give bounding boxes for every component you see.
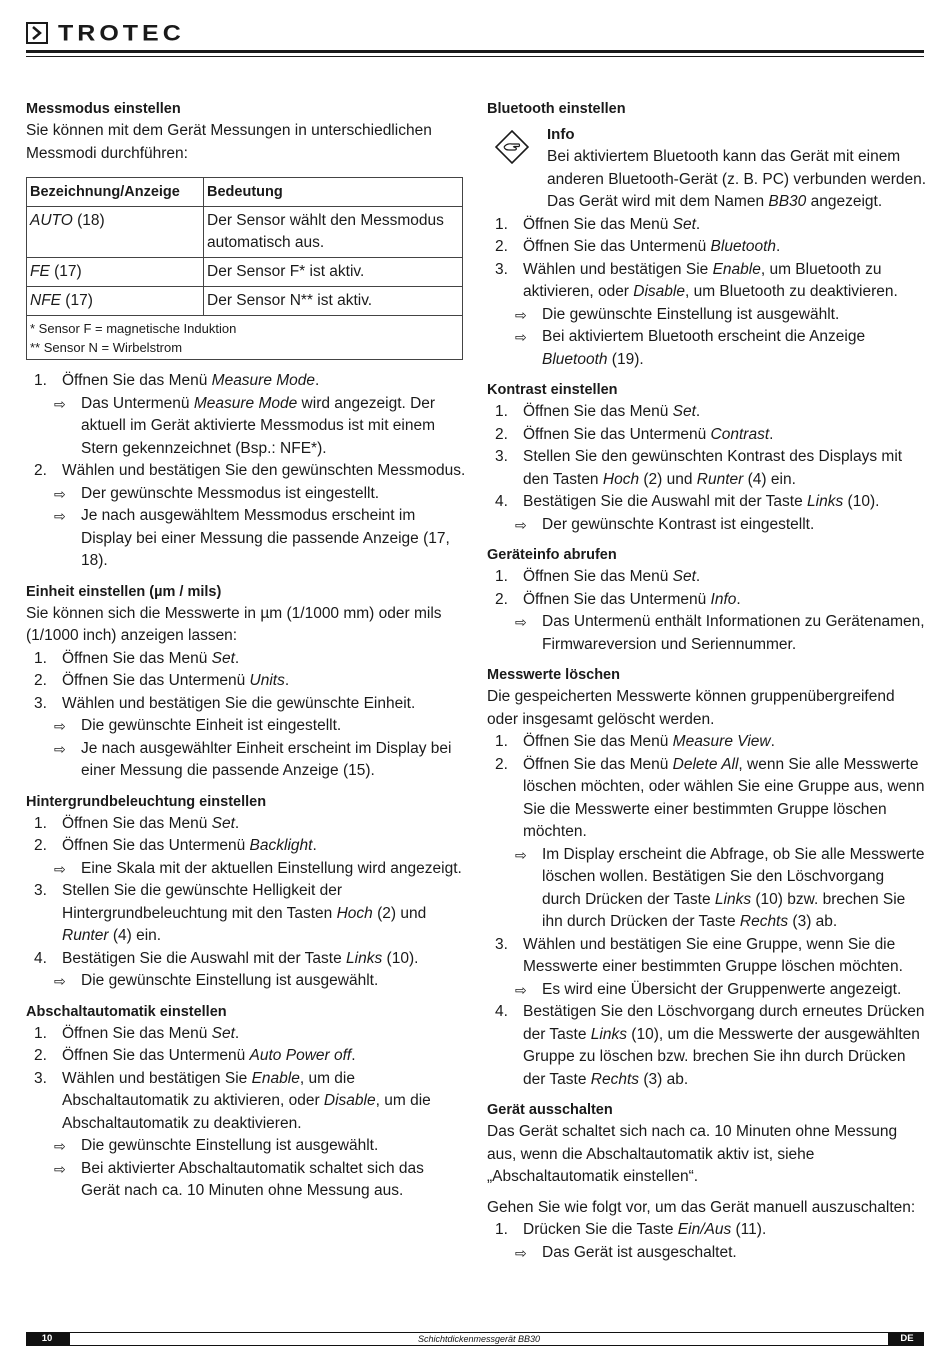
result-arrow-icon: ⇨ (54, 395, 66, 412)
right-column (487, 98, 927, 1272)
step-list (26, 813, 466, 993)
language-code: DE (900, 1333, 914, 1344)
table-cell: Der Sensor wählt den Messmodus automatisch aus. (204, 207, 463, 258)
step-item: 1. Öffnen Sie das Menü Set. (495, 215, 701, 233)
step-item: 3. Stellen Sie den gewünschten Kontrast des Displays mit den Tasten Hoch (2) und Runter (4) ein. (495, 448, 903, 488)
info-title: Info (547, 126, 575, 143)
step-item: 2. Öffnen Sie das Untermenü Bluetooth. (495, 238, 781, 255)
section-messmodus (26, 98, 466, 573)
step-item: 1. Öffnen Sie das Menü Measure Mode. (34, 372, 320, 389)
result-arrow-icon: ⇨ (54, 860, 66, 877)
brand-name: TROTEC (58, 19, 185, 46)
result-item: ⇨ Die gewünschte Einstellung ist ausgewählt. (26, 1135, 466, 1158)
section-title: Messmodus einstellen (26, 101, 181, 117)
section-einheit (26, 581, 466, 783)
section-title: Abschaltautomatik einstellen (26, 1003, 227, 1020)
step-item: 1. Öffnen Sie das Menü Set. (34, 1024, 240, 1042)
step-list (487, 214, 927, 372)
result-arrow-icon: ⇨ (54, 485, 66, 502)
table-cell: Der Sensor F* ist aktiv. (204, 258, 463, 287)
page-header (26, 20, 924, 60)
section-messwerte-loeschen (487, 664, 927, 1091)
result-arrow-icon: ⇨ (54, 740, 66, 757)
result-arrow-icon: ⇨ (54, 508, 66, 524)
result-arrow-icon: ⇨ (515, 846, 527, 863)
step-item: 3. Wählen und bestätigen Sie eine Gruppe, wenn Sie die Messwerte einer bestimmten Gruppe löschen möchten. (495, 935, 903, 975)
table-cell: FE (17) (27, 258, 204, 287)
logo-chevron-icon (26, 22, 48, 44)
step-item: 2. Öffnen Sie das Untermenü Info. (495, 590, 741, 608)
result-arrow-icon: ⇨ (54, 1138, 66, 1154)
step-item: 2. Öffnen Sie das Untermenü Contrast. (495, 425, 774, 443)
step-list (487, 401, 927, 536)
table-header-row (27, 178, 463, 207)
step-item: 1. Öffnen Sie das Menü Measure View. (495, 733, 775, 750)
step-list (487, 1219, 927, 1264)
result-arrow-icon: ⇨ (515, 1244, 527, 1261)
step-item: 2. Öffnen Sie das Untermenü Units. (34, 672, 290, 689)
section-geraeteinfo (487, 544, 927, 656)
table-header: Bezeichnung/Anzeige (27, 178, 204, 207)
section-title: Gerät ausschalten (487, 1102, 613, 1118)
result-item: ⇨ Die gewünschte Einheit ist eingestellt. (26, 715, 466, 738)
header-rule-thin (26, 56, 924, 57)
result-item: ⇨ Die gewünschte Einstellung ist ausgewählt. (487, 304, 927, 327)
section-text: Gehen Sie wie folgt vor, um das Gerät manuell auszuschalten: (487, 1198, 916, 1216)
result-item: ⇨ Je nach ausgewählter Einheit erscheint im Display bei einer Messung die passende Anzeige (15). (54, 739, 452, 779)
result-item: ⇨ Je nach ausgewähltem Messmodus erscheint im Display bei einer Messung die passende Anzeige (17, 18). (54, 507, 450, 569)
step-item: 3. Stellen Sie die gewünschte Helligkeit der Hintergrundbeleuchtung mit den Tasten Hoch (2) und Runter (4) ein. (34, 882, 427, 944)
result-arrow-icon: ⇨ (54, 973, 66, 989)
section-title: Kontrast einstellen (487, 382, 618, 398)
result-item: ⇨ Der gewünschte Kontrast ist eingestellt. (487, 514, 927, 537)
result-item: ⇨ Die gewünschte Einstellung ist ausgewählt. (26, 970, 466, 993)
result-arrow-icon: ⇨ (515, 981, 527, 998)
section-intro: Sie können mit dem Gerät Messungen in unterschiedlichen Messmodi durchführen: (26, 122, 432, 162)
mode-table (26, 177, 463, 360)
result-arrow-icon: ⇨ (515, 329, 527, 345)
document-title: Schichtdickenmessgerät BB30 (70, 1333, 888, 1345)
step-item: 1. Öffnen Sie das Menü Set. (34, 649, 240, 667)
trotec-logo (26, 20, 185, 46)
step-item: 1. Öffnen Sie das Menü Set. (34, 814, 240, 832)
step-list (26, 648, 466, 783)
left-column (26, 98, 466, 1211)
table-cell: AUTO (18) (27, 207, 204, 258)
step-item: 4. Bestätigen Sie den Löschvorgang durch erneutes Drücken der Taste Links (10), um die Messwerte der ausgewählten Gruppe zu löschen bzw. brechen Sie ihn durch Drücken der Taste Rechts (3) ab. (495, 1003, 925, 1088)
table-row (27, 258, 463, 287)
step-list (487, 731, 927, 1091)
result-arrow-icon: ⇨ (515, 516, 527, 533)
result-item: ⇨ Das Untermenü enthält Informationen zu Gerätenamen, Firmwareversion und Seriennummer. (515, 613, 925, 653)
table-header: Bedeutung (204, 178, 463, 207)
page-number: 10 (41, 1333, 53, 1344)
step-item: 2. Öffnen Sie das Menü Delete All, wenn Sie alle Messwerte löschen möchten, oder wählen Sie eine Gruppe aus, wenn Sie die Messwerte einer bestimmten Gruppe löschen möchten. (495, 755, 925, 840)
step-list (26, 1023, 466, 1203)
step-list (26, 370, 466, 573)
step-list (487, 566, 927, 656)
result-item: ⇨ Es wird eine Übersicht der Gruppenwerte angezeigt. (487, 979, 927, 1002)
result-item: ⇨ Das Untermenü Measure Mode wird angezeigt. Der aktuell im Gerät aktivierte Messmodus ist mit einem Stern gekennzeichnet (Bsp.: NFE*). (54, 394, 436, 457)
info-text: Bei aktiviertem Bluetooth kann das Gerät mit einem anderen Bluetooth-Gerät (z. B. PC) verbunden werden. Das Gerät wird mit dem Namen BB30 angezeigt. (547, 148, 927, 210)
table-row (27, 287, 463, 316)
section-intro: Die gespeicherten Messwerte können gruppenübergreifend oder insgesamt gelöscht werden. (487, 688, 895, 728)
result-item: ⇨ Bei aktiviertem Bluetooth erscheint die Anzeige Bluetooth (19). (515, 328, 866, 368)
step-item: 4. Bestätigen Sie die Auswahl mit der Taste Links (10). (34, 949, 419, 967)
result-arrow-icon: ⇨ (54, 1160, 66, 1177)
section-abschaltautomatik (26, 1001, 466, 1203)
step-item: 3. Wählen und bestätigen Sie Enable, um die Abschaltautomatik zu aktivieren, oder Disable, um die Abschaltautomatik zu deaktivieren. (34, 1069, 431, 1132)
page-footer (26, 1332, 924, 1346)
table-cell: NFE (17) (27, 287, 204, 316)
step-item: 4. Bestätigen Sie die Auswahl mit der Taste Links (10). (495, 493, 880, 510)
step-item: 3. Wählen und bestätigen Sie Enable, um Bluetooth zu aktivieren, oder Disable, um Bluetooth zu deaktivieren. (495, 260, 898, 300)
section-intro: Sie können sich die Messwerte in µm (1/1000 mm) oder mils (1/1000 inch) anzeigen lassen: (26, 604, 442, 644)
table-cell: Der Sensor N** ist aktiv. (204, 287, 463, 316)
section-geraet-ausschalten (487, 1099, 927, 1264)
table-row (27, 207, 463, 258)
header-rule (26, 50, 924, 53)
step-item: 3. Wählen und bestätigen Sie die gewünschte Einheit. (34, 694, 416, 712)
step-item: 2. Wählen und bestätigen Sie den gewünschten Messmodus. (34, 462, 466, 479)
table-note: * Sensor F = magnetische Induktion ** Sensor N = Wirbelstrom (27, 316, 463, 360)
section-title: Geräteinfo abrufen (487, 547, 617, 563)
step-item: 1. Öffnen Sie das Menü Set. (495, 403, 701, 420)
step-item: 2. Öffnen Sie das Untermenü Backlight. (34, 837, 317, 854)
step-item: 2. Öffnen Sie das Untermenü Auto Power off. (34, 1047, 356, 1064)
section-text: Das Gerät schaltet sich nach ca. 10 Minuten ohne Messung aus, wenn die Abschaltautomatik aktiv ist, siehe „Abschaltautomatik einstellen“. (487, 1123, 898, 1185)
result-item: ⇨ Bei aktivierter Abschaltautomatik schaltet sich das Gerät nach ca. 10 Minuten ohne Messung aus. (54, 1159, 424, 1199)
section-kontrast (487, 379, 927, 536)
section-hintergrundbeleuchtung (26, 791, 466, 993)
result-arrow-icon: ⇨ (515, 306, 527, 323)
section-title: Messwerte löschen (487, 667, 620, 683)
info-hand-icon (495, 130, 529, 164)
step-item: 1. Drücken Sie die Taste Ein/Aus (11). (495, 1221, 767, 1238)
result-arrow-icon: ⇨ (54, 718, 66, 734)
result-item: ⇨ Der gewünschte Messmodus ist eingestellt. (26, 483, 466, 506)
result-arrow-icon: ⇨ (515, 614, 527, 630)
section-title: Bluetooth einstellen (487, 101, 626, 117)
info-box (487, 124, 927, 214)
result-item: ⇨ Das Gerät ist ausgeschaltet. (487, 1242, 927, 1265)
section-title: Einheit einstellen (µm / mils) (26, 583, 222, 600)
section-bluetooth (487, 98, 927, 371)
table-note-row (27, 316, 463, 360)
step-item: 1. Öffnen Sie das Menü Set. (495, 568, 701, 585)
result-item: ⇨ Eine Skala mit der aktuellen Einstellung wird angezeigt. (26, 858, 466, 881)
result-item: ⇨ Im Display erscheint die Abfrage, ob Sie alle Messwerte löschen wollen. Bestätigen Sie den Löschvorgang durch Drücken der Taste Links (10) bzw. brechen Sie ihn durch Drücken der Taste Rechts (3) ab. (515, 845, 925, 930)
section-title: Hintergrundbeleuchtung einstellen (26, 793, 267, 810)
